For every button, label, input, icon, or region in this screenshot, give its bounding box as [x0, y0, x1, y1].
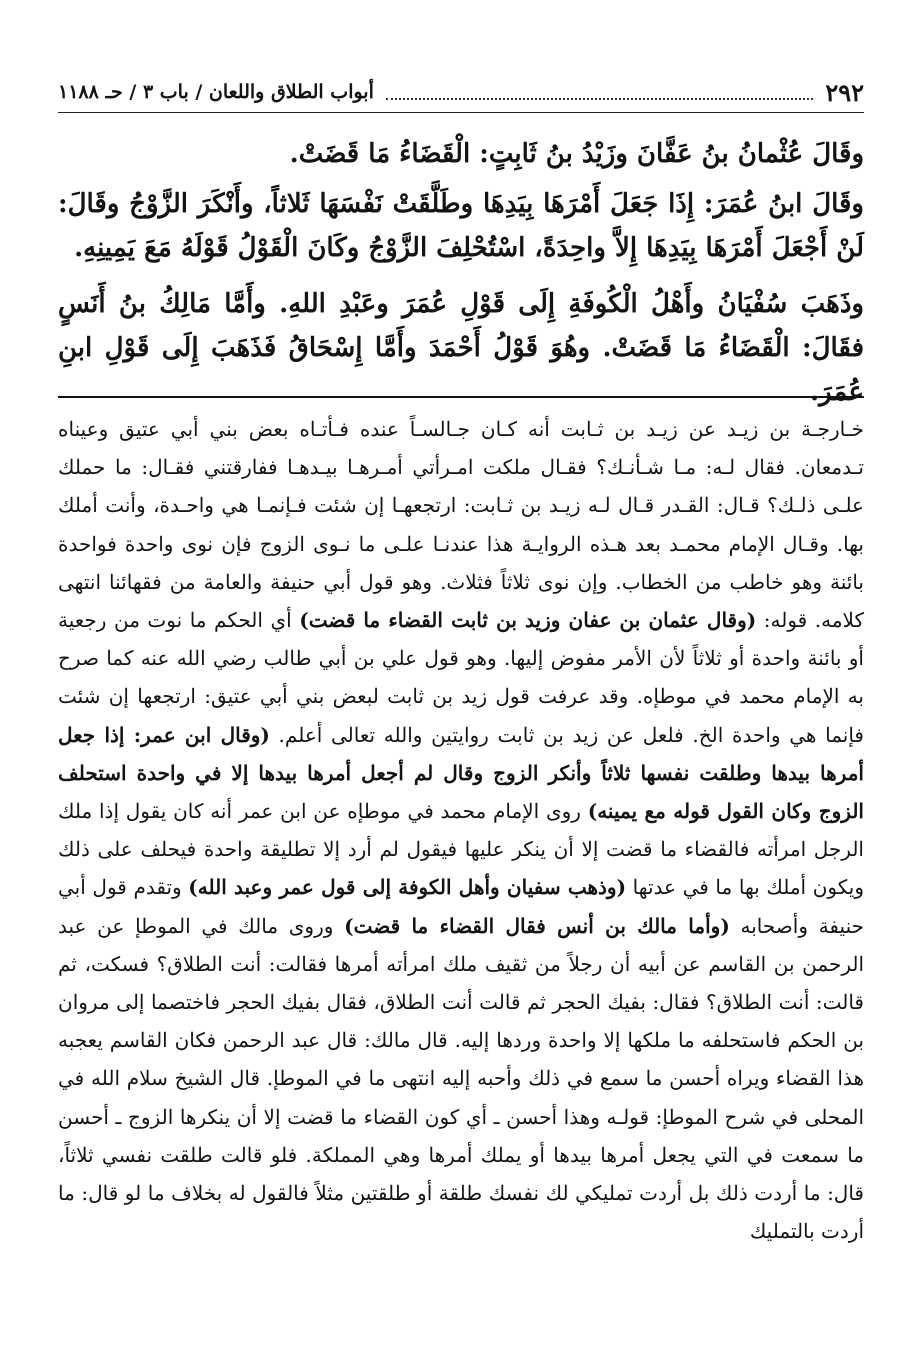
header-rule — [58, 112, 864, 113]
hadith-paragraph-3: وذَهَبَ سُفْيَانُ وأَهْلُ الْكُوفَةِ إِلَى قَوْلِ عُمَرَ وعَبْدِ اللهِ. وأَمَّا مَالِكُ بنُ أَنَسٍ فقَالَ: الْقَضَاءُ مَا قَضَتْ. وهُوَ قَوْلُ أَحْمَدَ وأَمَّا إِسْحَاقُ فَذَهَبَ إِلَى قَوْلِ ابنِ عُمَرَ. — [58, 289, 864, 407]
quoted-matn: (وقال ابن عمر: إذا جعل أمرها بيدها وطلقت نفسها ثلاثاً وأنكر الزوج وقال لم أجعل أمرها بيدها إلا في واحدة استحلف الزوج وكان القول قوله مع يمينه) — [58, 722, 864, 824]
commentary-divider — [58, 396, 864, 398]
quoted-matn: (وذهب سفيان وأهل الكوفة إلى قول عمر وعبد الله) — [188, 875, 627, 900]
hadith-text — [58, 132, 864, 426]
commentary-segment: وروى مالك في الموطإ عن عبد الرحمن بن القاسم عن أبيه أن رجلاً من ثقيف ملك امرأته أمرها فقالت: أنت الطلاق؟ فسكت، ثم قالت: أنت الطلاق؟ فقال: بفيك الحجر ثم قالت أنت الطلاق، فقال بفيك الحجر فاختصما إلى مروان بن الحكم فاستحلفه ما ملكها إلا واحدة وردها إليه. قال مالك: قال عبد الرحمن فكان القاسم يعجبه هذا القضاء ويراه أحسن ما سمع في ذلك وأحبه إليه انتهى ما في الموطإ. قال الشيخ سلام الله في المحلى في شرح الموطإ: قولـه وهذا أحسن ـ أي كون القضاء ما قضت إلا أن ينكرها الزوج ـ أحسن ما سمعت في التي يجعل أمرها بيدها أو يملك أمرها وهي المملكة. فلو قالت طلقت نفسي ثلاثاً، قال: ما أردت ذلك بل أردت تمليكي لك نفسك طلقة أو طلقتين مثلاً فالقول له بخلاف ما لو قال: ما أردت بالتمليك — [58, 913, 864, 1244]
commentary-segment: أي الحكم ما نوت من رجعية أو بائنة واحدة أو ثلاثاً لأن الأمر مفوض إليها. وهو قول علي بن أبي طالب رضي الله عنه كما صرح به الإمام محمد في موطإه. وقد عرفت قول زيد بن ثابت لبعض بني أبي عتيق: ارتجعها إن شئت فإنما هي واحدة الخ. فلعل عن زيد بن ثابت روايتين والله تعالى أعلم. — [58, 608, 864, 747]
running-header — [58, 72, 864, 112]
quoted-matn: (وأما مالك بن أنس فقال القضاء ما قضت) — [344, 913, 730, 938]
commentary-segment: خـارجـة بن زيـد عن زيـد بن ثـابت أنه كـان جـالسـاً عنده فـأتـاه بعض بني أبي عتيق وعيناه تـدمعان. فقال لـه: مـا شـأنـك؟ فقـال ملكت امـرأتي أمـرهـا بيـدهـا ففارقتني فقـال: ما حملك علـى ذلـك؟ قـال: القـدر قـال لـه زيـد بن ثـابت: ارتجعهـا إن شئت فـإنمـا هي واحـدة، وأنت أملك بها. وقـال الإمام محمـد بعد هـذه الروايـة هذا عندنـا علـى ما نـوى الزوج فإن نوى واحدة فواحدة بائنة وهو خاطب من الخطاب. وإن نوى ثلاثاً فثلاث. وهو قول أبي حنيفة والعامة من فقهائنا انتهى كلامه. قوله: — [58, 417, 865, 633]
book-page — [58, 72, 864, 1312]
page-number: ٢٩٢ — [825, 77, 864, 107]
chapter-title: أبواب الطلاق واللعان / باب ٣ / حـ ١١٨٨ — [58, 81, 374, 103]
quoted-matn: (وقال عثمان بن عفان وزيد بن ثابت القضاء ما قضت) — [299, 608, 757, 633]
commentary-segment: روى الإمام محمد في موطإه عن ابن عمر أنه كان يقول إذا ملك الرجل امرأته فالقضاء ما قضت إلا أن ينكر عليها فيقول لم أرد إلا تطليقة واحدة فيحلف على ذلك ويكون أملك بها ما في عدتها — [58, 799, 865, 900]
commentary-paragraph — [58, 410, 864, 1250]
commentary-text — [58, 410, 864, 1250]
header-dot-leader — [386, 84, 813, 100]
hadith-paragraph-1: وقَالَ عُثْمانُ بنُ عَفَّانَ وزَيْدُ بنُ ثَابِتٍ: الْقَضَاءُ مَا قَضَتْ. — [289, 139, 864, 169]
hadith-paragraph-2: وقَالَ ابنُ عُمَرَ: إِذَا جَعَلَ أَمْرَهَا بِيَدِهَا وطَلَّقَتْ نَفْسَهَا ثَلاثاً، وأَنْكَرَ الزَّوْجُ وقَالَ: لَنْ أَجْعَلَ أَمْرَهَا بِيَدِهَا إِلاَّ واحِدَةً، اسْتُحْلِفَ الزَّوْجُ وكَانَ الْقَوْلُ قَوْلَهُ مَعَ يَمِينِهِ. — [58, 189, 864, 263]
commentary-segment: وتقدم قول أبي حنيفة وأصحابه — [58, 875, 864, 938]
